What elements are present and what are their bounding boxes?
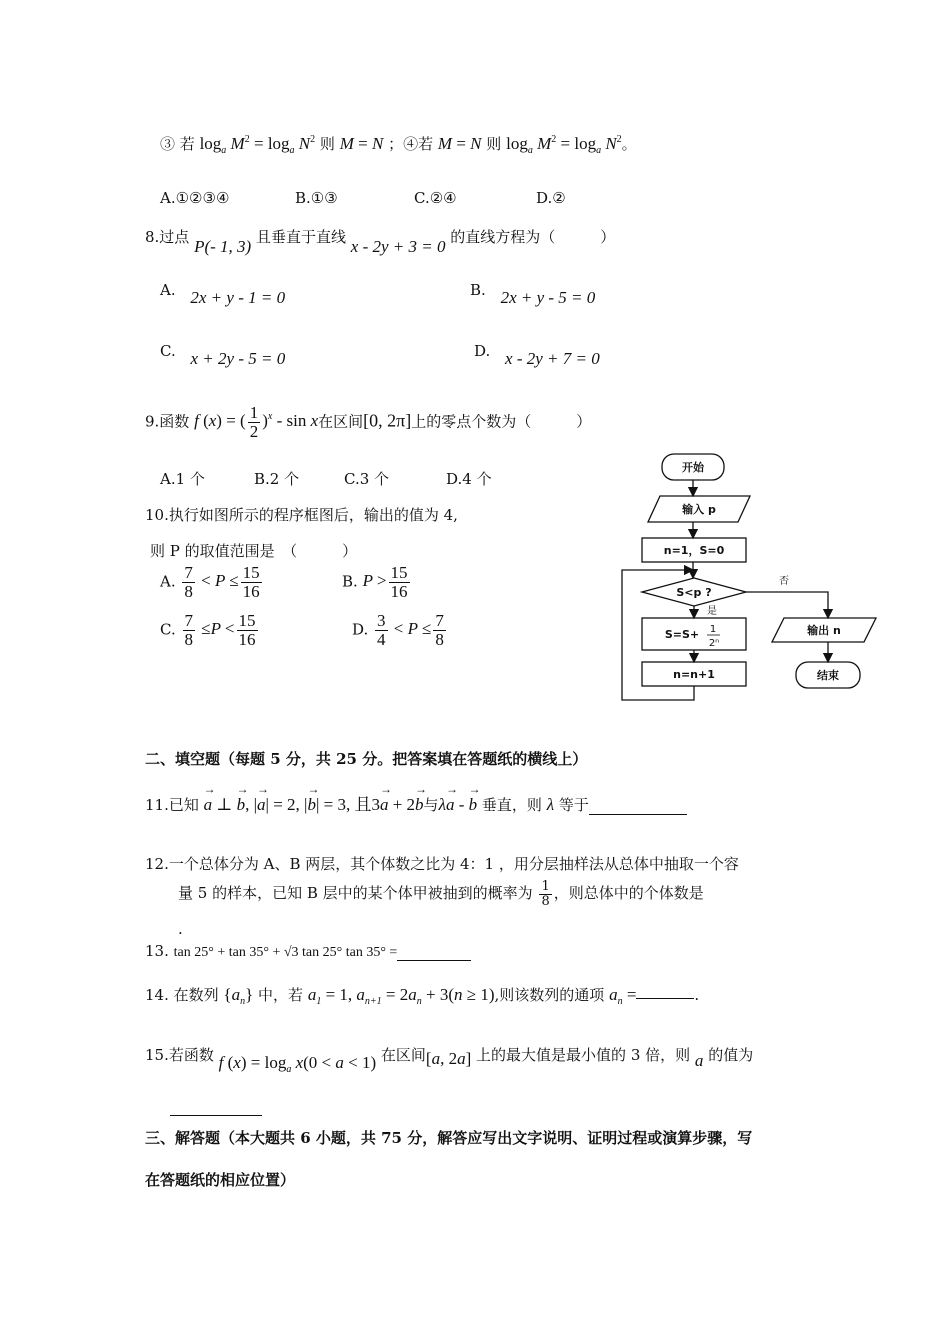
q8-option-c-label: C.	[160, 342, 176, 360]
q8-option-c	[160, 342, 286, 369]
flow-update-n-label: n=n+1	[673, 668, 715, 681]
flow-init-label: n=1，S=0	[663, 544, 725, 557]
q14: 14. 在数列 $\{a_n\}$ 中，若 $a_1 = 1$, $a_{n+1} = 2a_n + 3(n \ge 1)$,则该数列的通项 $a_n$ = .	[145, 985, 700, 1007]
q13	[145, 942, 471, 961]
q7-item4-prefix: ；④若	[388, 135, 434, 153]
q15-interval: [a, 2a]	[425, 1049, 472, 1068]
q7-option-c: C.②④	[414, 189, 457, 207]
q7-option-a: A.①②③④	[160, 189, 230, 207]
q8-option-d-eq: x - 2y + 7 = 0	[505, 349, 600, 368]
q8-option-a	[160, 281, 286, 308]
q10-option-d-label: D.	[352, 620, 369, 639]
q11-end: 垂直，则	[481, 796, 542, 814]
q14-end: ,则该数列的通项	[494, 986, 605, 1004]
section2-title: 二、填空题（每题 5 分，共 25 分。把答案填在答题纸的横线上）	[145, 750, 588, 768]
q12-line2-end: ，则总体中的个体数是	[553, 884, 704, 903]
q8-point: P(- 1, 3)	[194, 237, 252, 256]
q8-option-b	[470, 281, 596, 308]
flow-input-label: 输入 p	[682, 503, 716, 516]
q8-option-b-label: B.	[470, 281, 486, 299]
flow-frac-den: 2ⁿ	[708, 638, 720, 649]
q15-function: f $(x) = \log_a x(0 < a < 1)$	[218, 1053, 377, 1075]
q15	[145, 1044, 754, 1075]
q11-answer-blank[interactable]	[589, 813, 687, 815]
q13-expr: tan 25° + tan 35° + √3 tan 25° tan 35° =	[173, 945, 398, 960]
q8-stem-end: 的直线方程为（ ）	[450, 228, 616, 246]
q11-prefix: 11.已知	[145, 796, 199, 814]
q8-stem-prefix: 8.过点	[145, 228, 190, 246]
q14-sequence: $\{a_n\}$	[223, 985, 254, 1007]
q15-end: 上的最大值是最小值的 3 倍，则	[476, 1046, 691, 1064]
q15-mid: 在区间	[380, 1046, 426, 1064]
q14-answer-blank[interactable]	[636, 997, 694, 999]
q10-option-a-label: A.	[160, 572, 176, 591]
q11-condition: → a ⊥ → b, |→ a| = 2, |→ b| = 3, 且3→ a + 2→ b	[204, 795, 424, 814]
q12-line2	[178, 880, 704, 908]
flow-no-label: 否	[779, 576, 789, 587]
flow-start-label: 开始	[682, 461, 704, 474]
q9-option-a: A.1 个	[160, 470, 205, 488]
q12-line1: 12.一个总体分为 A、B 两层，其个体数之比为 4：1 ，用分层抽样法从总体中抽取一个容	[145, 855, 739, 873]
q15-end2: 的值为	[708, 1046, 754, 1064]
q8-line: x - 2y + 3 = 0	[350, 237, 446, 256]
q10-option-c-expr: $\frac{7}{8}$ ≤P < $\frac{15}{16}$	[184, 611, 256, 649]
q12-probability: $\frac{1}{8}$	[541, 879, 550, 909]
q8-stem-mid: 且垂直于直线	[256, 228, 347, 246]
flow-frac-num: 1	[709, 624, 717, 635]
flow-end-label: 结束	[817, 669, 839, 682]
q7-item4-then: 则	[486, 135, 502, 153]
q8-option-a-label: A.	[160, 281, 176, 299]
q7-item4-condition: M = N	[437, 134, 482, 153]
q10-option-a	[160, 564, 264, 601]
q9-stem-prefix: 9.函数	[145, 412, 190, 431]
q10-option-d	[352, 612, 448, 649]
q9-option-c: C.3 个	[344, 470, 390, 488]
q10-option-d-expr: $\frac{3}{4}$ < P ≤ $\frac{7}{8}$	[377, 611, 444, 649]
q7-item3-then: 则	[319, 135, 335, 153]
q12-line2-text: 量 5 的样本，已知 B 层中的某个体甲被抽到的概率为	[178, 884, 533, 903]
q7-item3-formula: $\log_a M^2 = \log_a N^2$	[199, 134, 316, 156]
q9-option-b: B.2 个	[254, 470, 300, 488]
q15-answer-blank[interactable]	[170, 1114, 262, 1116]
q10-option-c-label: C.	[160, 620, 176, 639]
flow-yes-label: 是	[707, 606, 717, 617]
q10-option-b-expr: P > $\frac{15}{16}$	[362, 563, 408, 601]
flow-cond-label: S<p ?	[676, 586, 712, 599]
q11	[145, 790, 687, 815]
q14-recurrence: $a_1 = 1$, $a_{n+1} = 2a_n + 3(n \ge 1)$	[307, 985, 495, 1007]
q14-prefix: 14. 在数列	[145, 986, 219, 1004]
q9-interval: [0, 2π]	[363, 410, 412, 431]
q14-an: $a_n$ =	[609, 985, 637, 1007]
q11-mid: 与	[423, 796, 439, 814]
q14-mid: 中，若	[258, 986, 304, 1004]
q7-option-d: D.②	[536, 189, 566, 207]
q9-interval-word: 在区间	[318, 412, 364, 431]
q10-option-b-label: B.	[342, 572, 358, 591]
q8-stem	[145, 226, 616, 256]
q8-option-b-eq: 2x + y - 5 = 0	[500, 288, 596, 307]
q7-item3-conclusion: M = N	[339, 134, 384, 153]
q8-option-d	[474, 342, 600, 369]
section3-line1: 三、解答题（本大题共 6 小题，共 75 分，解答应写出文字说明、证明过程或演算步骤，写	[145, 1129, 753, 1147]
q7-items	[160, 133, 637, 156]
q11-end2: 等于	[558, 796, 589, 814]
q15-prefix: 15.若函数	[145, 1046, 214, 1064]
q11-lambda: λ	[546, 795, 555, 814]
q8-option-a-eq: 2x + y - 1 = 0	[190, 288, 286, 307]
q7-option-b: B.①③	[295, 189, 338, 207]
q9-function: f (x) = ( $\frac{1}{2}$ )$^x$ - sin x	[194, 403, 319, 441]
q13-answer-blank[interactable]	[397, 959, 471, 961]
q7-item-end: 。	[621, 135, 637, 153]
section3-line2: 在答题纸的相应位置）	[145, 1171, 296, 1189]
q7-item3-prefix: ③ 若	[160, 135, 195, 153]
q9-option-d: D.4 个	[446, 470, 492, 488]
q10-stem-line2: 则 P 的取值范围是 （ ）	[150, 542, 358, 560]
q10-stem-line1: 10.执行如图所示的程序框图后，输出的值为 4,	[145, 506, 458, 524]
q10-option-c	[160, 612, 260, 649]
q10-option-a-expr: $\frac{7}{8}$ < P ≤ $\frac{15}{16}$	[184, 563, 260, 601]
q9-stem-end: 上的零点个数为（ ）	[411, 412, 592, 431]
q8-option-c-eq: x + 2y - 5 = 0	[190, 349, 286, 368]
q7-item4-formula: $\log_a M^2 = \log_a N^2$	[506, 134, 622, 156]
q10-flowchart	[600, 448, 900, 708]
flow-output-label: 输出 n	[807, 624, 841, 637]
q13-prefix: 13.	[145, 942, 169, 960]
q11-expr: λ→ a - → b	[439, 795, 478, 814]
q12-dot: .	[178, 920, 183, 938]
q10-option-b	[342, 564, 412, 601]
q8-option-d-label: D.	[474, 342, 491, 360]
q9-stem	[145, 404, 591, 441]
flow-update-s-label: S=S+	[664, 628, 700, 641]
q15-a: a	[694, 1051, 704, 1070]
